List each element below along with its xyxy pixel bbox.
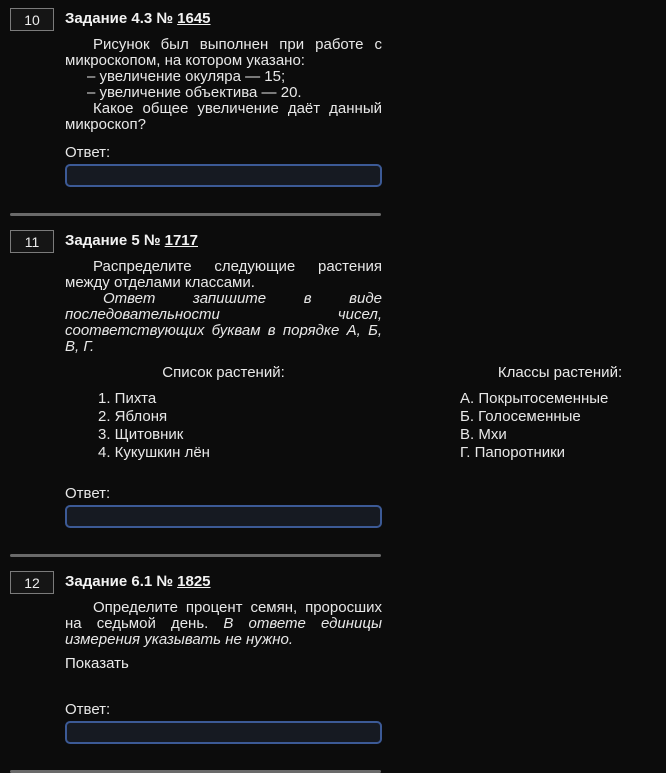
section-divider <box>10 213 381 216</box>
task-number-box: 10 <box>10 8 54 31</box>
task-number-link[interactable]: 1825 <box>177 573 211 590</box>
plant-item: 2. Яблоня <box>98 408 168 425</box>
show-image-link[interactable]: Показать <box>65 655 129 672</box>
section-divider <box>10 554 381 557</box>
task-11-body <box>65 229 666 528</box>
plants-heading: Список растений: <box>162 364 285 381</box>
plant-item: 3. Щитовник <box>98 426 184 443</box>
answer-label: Ответ: <box>65 144 111 161</box>
task-10 <box>0 7 666 187</box>
bullet-item: – увеличение окуляра — 15; <box>87 68 286 85</box>
task-title-prefix: Задание 4.3 № <box>65 10 174 27</box>
task-note-italic: Ответ запишите в виде последовательности чисел, соответствующих буквам в порядке А, Б, В, Г. <box>65 290 382 355</box>
task-question: Какое общее увеличение даёт данный микроскоп? <box>65 100 382 133</box>
task-number-link[interactable]: 1645 <box>177 10 211 27</box>
task-number-column <box>10 7 56 31</box>
answer-block <box>65 702 666 744</box>
task-11 <box>0 229 666 528</box>
plants-column <box>65 365 382 462</box>
task-title-prefix: Задание 5 № <box>65 232 161 249</box>
answer-label: Ответ: <box>65 701 111 718</box>
task-number-column <box>10 570 56 594</box>
plants-list <box>98 390 382 462</box>
class-item: А. Покрытосеменные <box>460 390 609 407</box>
task-title <box>65 570 666 594</box>
task-paragraph-italic: В ответе единицы измерения указывать не нужно. <box>65 615 382 648</box>
task-12-body <box>65 570 666 744</box>
answer-input[interactable] <box>65 505 382 528</box>
task-title <box>65 7 666 31</box>
task-paragraph: Рисунок был выполнен при работе с микроскопом, на котором указано: <box>65 36 382 69</box>
answer-input[interactable] <box>65 721 382 744</box>
plant-item: 1. Пихта <box>98 390 157 407</box>
task-number-column <box>10 229 56 253</box>
classes-list <box>460 390 666 462</box>
answer-label: Ответ: <box>65 485 111 502</box>
class-item: Г. Папоротники <box>460 444 566 461</box>
task-12 <box>0 570 666 744</box>
answer-block <box>65 145 666 187</box>
task-number-link[interactable]: 1717 <box>164 232 198 249</box>
bullet-item: – увеличение объектива — 20. <box>87 84 302 101</box>
task-title-prefix: Задание 6.1 № <box>65 573 174 590</box>
task-10-body <box>65 7 666 187</box>
task-number-box: 12 <box>10 571 54 594</box>
answer-input[interactable] <box>65 164 382 187</box>
task-bullet-list <box>65 69 666 101</box>
task-title <box>65 229 666 253</box>
task-paragraph <box>65 600 382 648</box>
classes-column <box>454 365 666 462</box>
answer-block <box>65 486 666 528</box>
match-columns <box>65 365 666 462</box>
plant-item: 4. Кукушкин лён <box>98 444 210 461</box>
class-item: Б. Голосеменные <box>460 408 581 425</box>
classes-heading: Классы растений: <box>497 364 623 381</box>
task-number-box: 11 <box>10 230 54 253</box>
class-item: В. Мхи <box>460 426 507 443</box>
task-paragraph: Распределите следующие растения между отделами классами. <box>65 258 382 291</box>
task-paragraph-normal: Определите процент семян, проросших на седьмой день. <box>65 599 382 632</box>
